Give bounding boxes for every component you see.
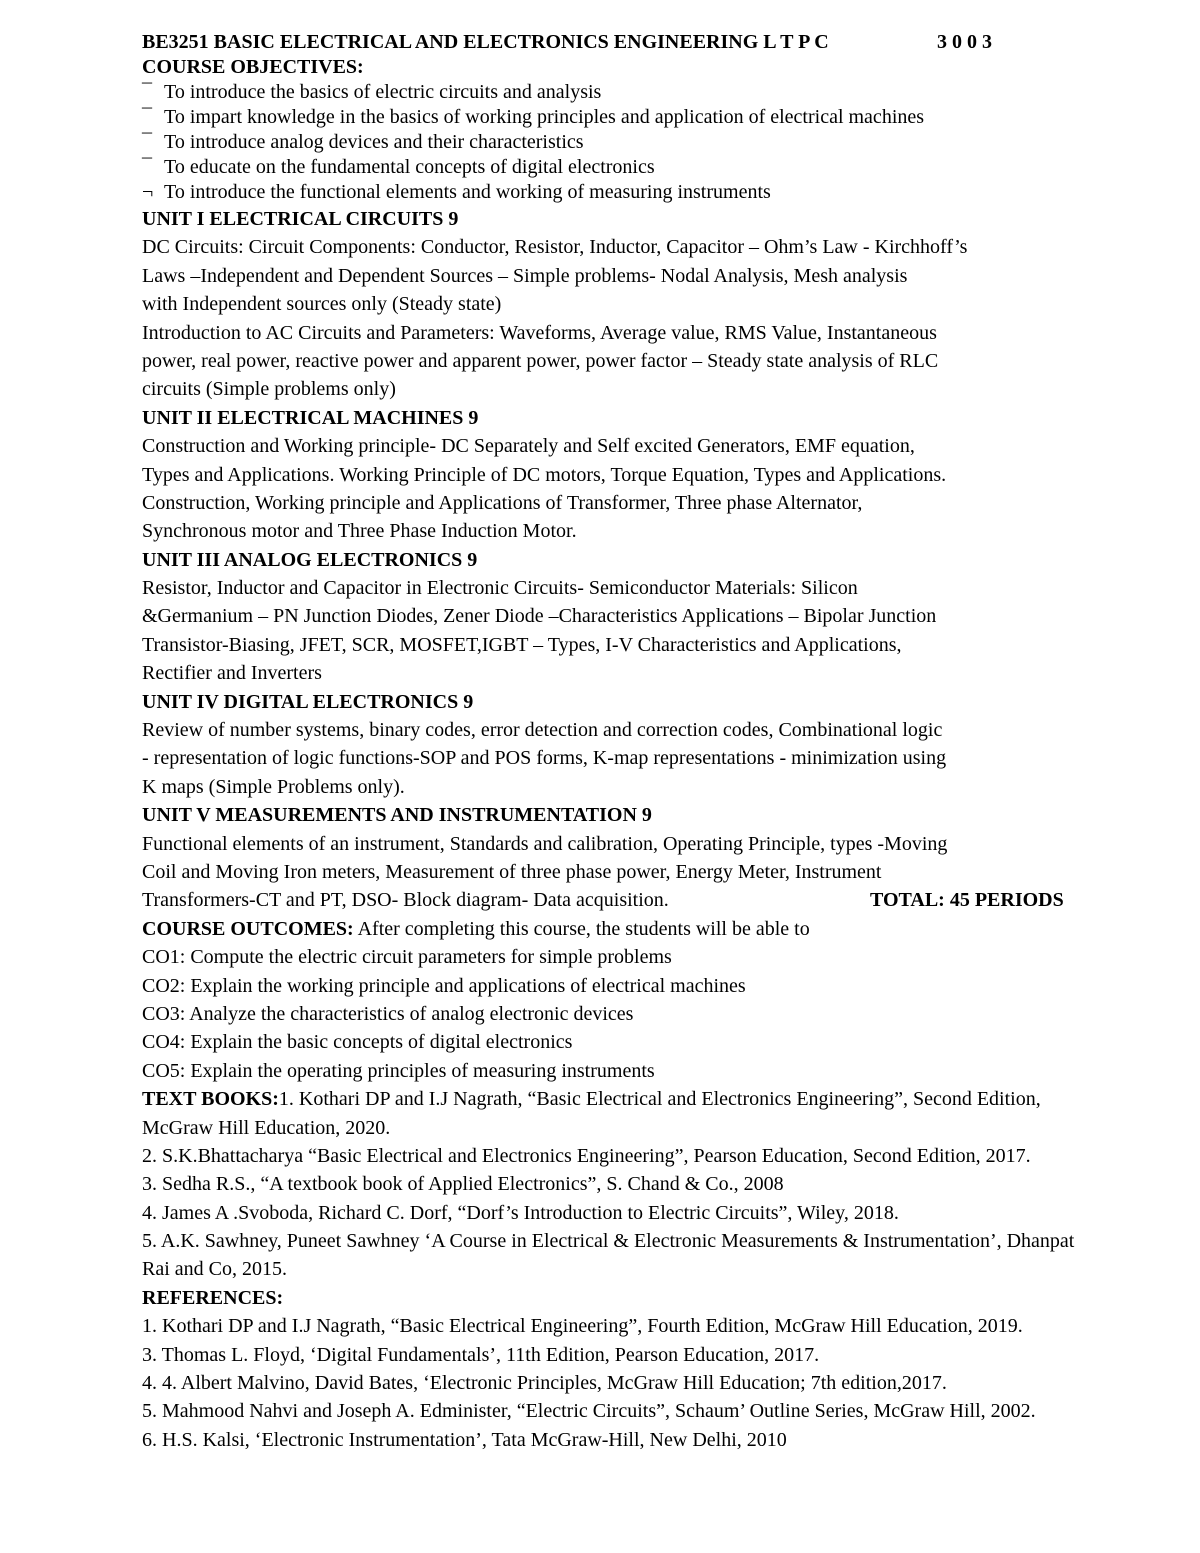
outcomes-intro: After completing this course, the students will be able to bbox=[353, 917, 810, 940]
textbook-item: 1. Kothari DP and I.J Nagrath, “Basic Electrical and Electronics Engineering”, Second Edition, bbox=[278, 1088, 1041, 1111]
unit-line: - representation of logic functions-SOP and POS forms, K-map representations - minimization using bbox=[142, 747, 947, 770]
unit-line: Rectifier and Inverters bbox=[142, 662, 322, 685]
total-periods: TOTAL: 45 PERIODS bbox=[870, 889, 1064, 912]
objective-item bbox=[142, 180, 1182, 205]
reference-item: 6. H.S. Kalsi, ‘Electronic Instrumentation’, Tata McGraw-Hill, New Delhi, 2010 bbox=[142, 1428, 787, 1451]
outcomes-intro-line bbox=[142, 915, 1182, 943]
unit-line: with Independent sources only (Steady state) bbox=[142, 293, 502, 316]
textbook-item: 4. James A .Svoboda, Richard C. Dorf, “Dorf’s Introduction to Electric Circuits”, Wiley, 2018. bbox=[142, 1201, 899, 1224]
reference-item: 4. 4. Albert Malvino, David Bates, ‘Electronic Principles, McGraw Hill Education; 7th edition,2017. bbox=[142, 1372, 947, 1395]
outcomes-heading: COURSE OUTCOMES: bbox=[142, 917, 354, 940]
unit-line: &Germanium – PN Junction Diodes, Zener Diode –Characteristics Applications – Bipolar Junction bbox=[142, 605, 937, 628]
unit-line: Introduction to AC Circuits and Parameters: Waveforms, Average value, RMS Value, Instantaneous bbox=[142, 321, 937, 344]
unit-line: Construction, Working principle and Applications of Transformer, Three phase Alternator, bbox=[142, 491, 863, 514]
outcome-item: CO1: Compute the electric circuit parameters for simple problems bbox=[142, 946, 672, 969]
unit-line: Transformers-CT and PT, DSO- Block diagram- Data acquisition. bbox=[142, 889, 669, 912]
unit-line: circuits (Simple problems only) bbox=[142, 378, 396, 401]
objective-item bbox=[142, 80, 1182, 105]
unit-line: Coil and Moving Iron meters, Measurement of three phase power, Energy Meter, Instrument bbox=[142, 860, 882, 883]
unit-last-line-row bbox=[142, 886, 1182, 914]
reference-item: 1. Kothari DP and I.J Nagrath, “Basic Electrical Engineering”, Fourth Edition, McGraw Hill Education, 2019. bbox=[142, 1315, 1023, 1338]
textbook-item: McGraw Hill Education, 2020. bbox=[142, 1116, 391, 1139]
unit-heading: UNIT III ANALOG ELECTRONICS 9 bbox=[142, 548, 478, 571]
reference-item: 3. Thomas L. Floyd, ‘Digital Fundamentals’, 11th Edition, Pearson Education, 2017. bbox=[142, 1343, 820, 1366]
unit-line: DC Circuits: Circuit Components: Conductor, Resistor, Inductor, Capacitor – Ohm’s Law - Kirchhoff’s bbox=[142, 236, 968, 259]
outcome-item: CO3: Analyze the characteristics of analog electronic devices bbox=[142, 1002, 634, 1025]
objective-item bbox=[142, 105, 1182, 130]
unit-heading: UNIT I ELECTRICAL CIRCUITS 9 bbox=[142, 208, 459, 230]
references-heading: REFERENCES: bbox=[142, 1286, 284, 1309]
objective-text: To educate on the fundamental concepts of digital electronics bbox=[164, 156, 655, 178]
unit-line: power, real power, reactive power and apparent power, power factor – Steady state analysis of RLC bbox=[142, 349, 939, 372]
unit-line: K maps (Simple Problems only). bbox=[142, 775, 405, 798]
bullet-mark: ¯ bbox=[142, 81, 152, 103]
bullet-mark: ¯ bbox=[142, 156, 152, 178]
outcome-item: CO2: Explain the working principle and applications of electrical machines bbox=[142, 974, 746, 997]
unit-line: Laws –Independent and Dependent Sources – Simple problems- Nodal Analysis, Mesh analysis bbox=[142, 264, 908, 287]
objective-text: To introduce analog devices and their characteristics bbox=[164, 131, 584, 153]
bullet-mark: ¯ bbox=[142, 106, 152, 128]
textbooks-first-line bbox=[142, 1085, 1182, 1113]
unit-line: Resistor, Inductor and Capacitor in Electronic Circuits- Semiconductor Materials: Silicon bbox=[142, 577, 858, 600]
unit-line: Types and Applications. Working Principle of DC motors, Torque Equation, Types and Applications. bbox=[142, 463, 947, 486]
unit-line: Construction and Working principle- DC Separately and Self excited Generators, EMF equation, bbox=[142, 435, 915, 458]
bullet-mark: ¬ bbox=[142, 181, 154, 203]
unit-line: Transistor-Biasing, JFET, SCR, MOSFET,IGBT – Types, I-V Characteristics and Applications, bbox=[142, 633, 902, 656]
course-title-row bbox=[142, 30, 1182, 55]
outcome-item: CO4: Explain the basic concepts of digital electronics bbox=[142, 1031, 573, 1054]
objective-item bbox=[142, 130, 1182, 155]
textbook-item: 2. S.K.Bhattacharya “Basic Electrical and Electronics Engineering”, Pearson Education, Second Edition, 2017. bbox=[142, 1144, 1031, 1167]
outcome-item: CO5: Explain the operating principles of measuring instruments bbox=[142, 1059, 655, 1082]
textbooks-heading: TEXT BOOKS: bbox=[142, 1088, 279, 1111]
unit-line: Functional elements of an instrument, Standards and calibration, Operating Principle, types -Moving bbox=[142, 832, 948, 855]
ltpc-values: 3 0 0 3 bbox=[937, 31, 992, 53]
course-title: BE3251 BASIC ELECTRICAL AND ELECTRONICS ENGINEERING L T P C bbox=[142, 31, 829, 53]
reference-item: 5. Mahmood Nahvi and Joseph A. Edminister, “Electric Circuits”, Schaum’ Outline Series, McGraw Hill, 2002. bbox=[142, 1400, 1036, 1423]
unit-heading: UNIT II ELECTRICAL MACHINES 9 bbox=[142, 406, 479, 429]
objective-item bbox=[142, 155, 1182, 180]
unit-heading: UNIT IV DIGITAL ELECTRONICS 9 bbox=[142, 690, 474, 713]
bullet-mark: ¯ bbox=[142, 131, 152, 153]
objective-text: To introduce the functional elements and working of measuring instruments bbox=[164, 181, 771, 203]
textbook-item: 3. Sedha R.S., “A textbook book of Applied Electronics”, S. Chand & Co., 2008 bbox=[142, 1173, 784, 1196]
unit-line: Synchronous motor and Three Phase Induction Motor. bbox=[142, 520, 577, 543]
objectives-heading: COURSE OBJECTIVES: bbox=[142, 56, 364, 78]
unit-line: Review of number systems, binary codes, error detection and correction codes, Combinational logic bbox=[142, 719, 943, 742]
unit-heading: UNIT V MEASUREMENTS AND INSTRUMENTATION 9 bbox=[142, 804, 652, 827]
objective-text: To introduce the basics of electric circuits and analysis bbox=[164, 81, 602, 103]
objective-text: To impart knowledge in the basics of working principles and application of electrical machines bbox=[164, 106, 925, 128]
textbook-item: 5. A.K. Sawhney, Puneet Sawhney ‘A Course in Electrical & Electronic Measurements & Instrumentation’, Dhanpat bbox=[142, 1230, 1075, 1253]
syllabus-page bbox=[142, 30, 1182, 1454]
textbook-item: Rai and Co, 2015. bbox=[142, 1258, 287, 1281]
